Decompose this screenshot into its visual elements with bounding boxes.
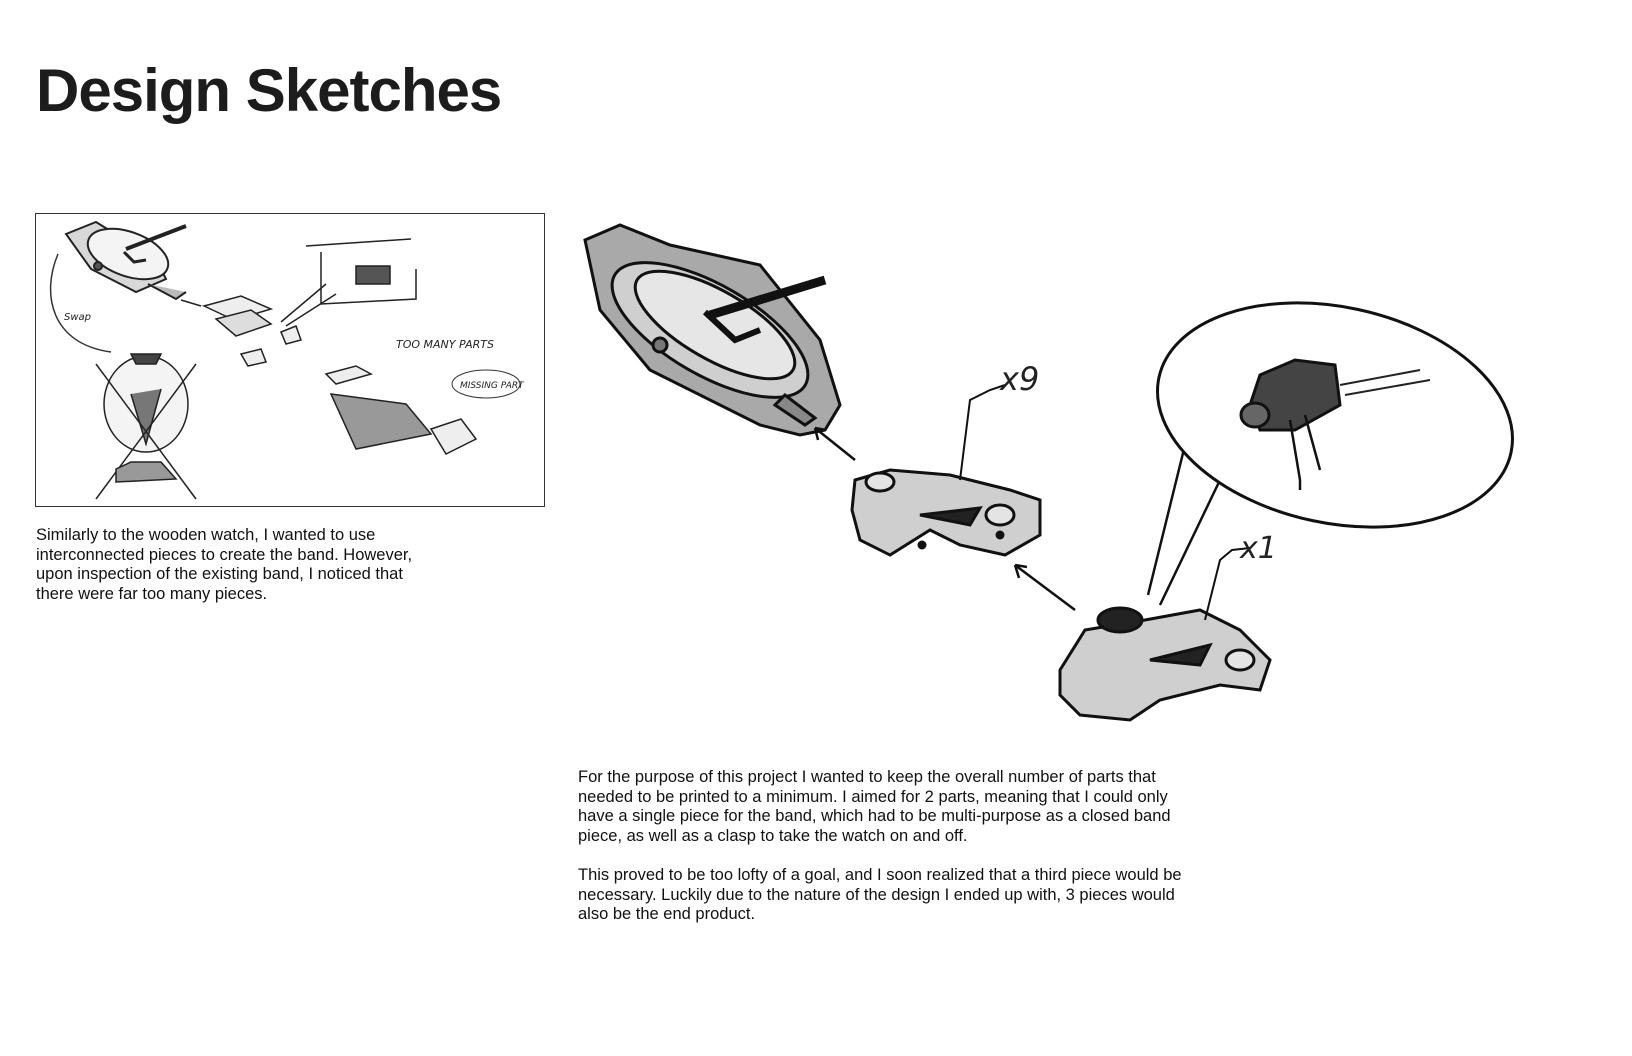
existing-band-sketch <box>36 214 545 507</box>
crossed-watch-drawing <box>96 354 196 499</box>
arrow-to-watch <box>815 428 855 460</box>
x9-label: x9 <box>1000 360 1040 398</box>
missing-part-note: MISSING PART <box>460 381 524 391</box>
caption-left-text: Similarly to the wooden watch, I wanted to use interconnected pieces to create the band. However, upon inspection of the existing band, I noticed that there were far too many pieces. <box>36 526 413 603</box>
new-band-sketch <box>560 190 1560 750</box>
band-links-drawing <box>204 296 476 454</box>
clasp-detail-callout <box>1136 272 1533 605</box>
new-band-drawing <box>560 190 1560 750</box>
caption-right-paragraph-2: This proved to be too lofty of a goal, and I soon realized that a third piece would be necessary. Luckily due to the nature of the design I ended up with, 3 pieces would also be the end product. <box>578 866 1182 923</box>
caption-right-paragraph-1: For the purpose of this project I wanted to keep the overall number of parts that needed to be printed to a minimum. I aimed for 2 parts, meaning that I could only have a single piece for the band, which had to be multi-purpose as a closed band piece, as well as a clasp to take the watch on and off. <box>578 768 1171 845</box>
link-arrow <box>181 300 201 306</box>
clasp-piece-x1-drawing <box>1060 608 1270 720</box>
sketch-panel-existing-band <box>35 213 545 507</box>
link-detail-drawing <box>281 239 416 326</box>
watch-body-drawing <box>585 225 840 435</box>
watch-face-drawing <box>66 219 186 299</box>
caption-right <box>578 768 1198 925</box>
swap-note: Swap <box>64 312 92 323</box>
band-link-x9-drawing <box>852 470 1040 555</box>
x1-label: x1 <box>1240 531 1277 566</box>
x9-leader-line <box>960 385 1005 480</box>
page-title: Design Sketches <box>36 57 502 124</box>
too-many-parts-note: TOO MANY PARTS <box>396 338 494 351</box>
arrow-to-x9 <box>1015 565 1075 610</box>
caption-left <box>36 526 426 604</box>
